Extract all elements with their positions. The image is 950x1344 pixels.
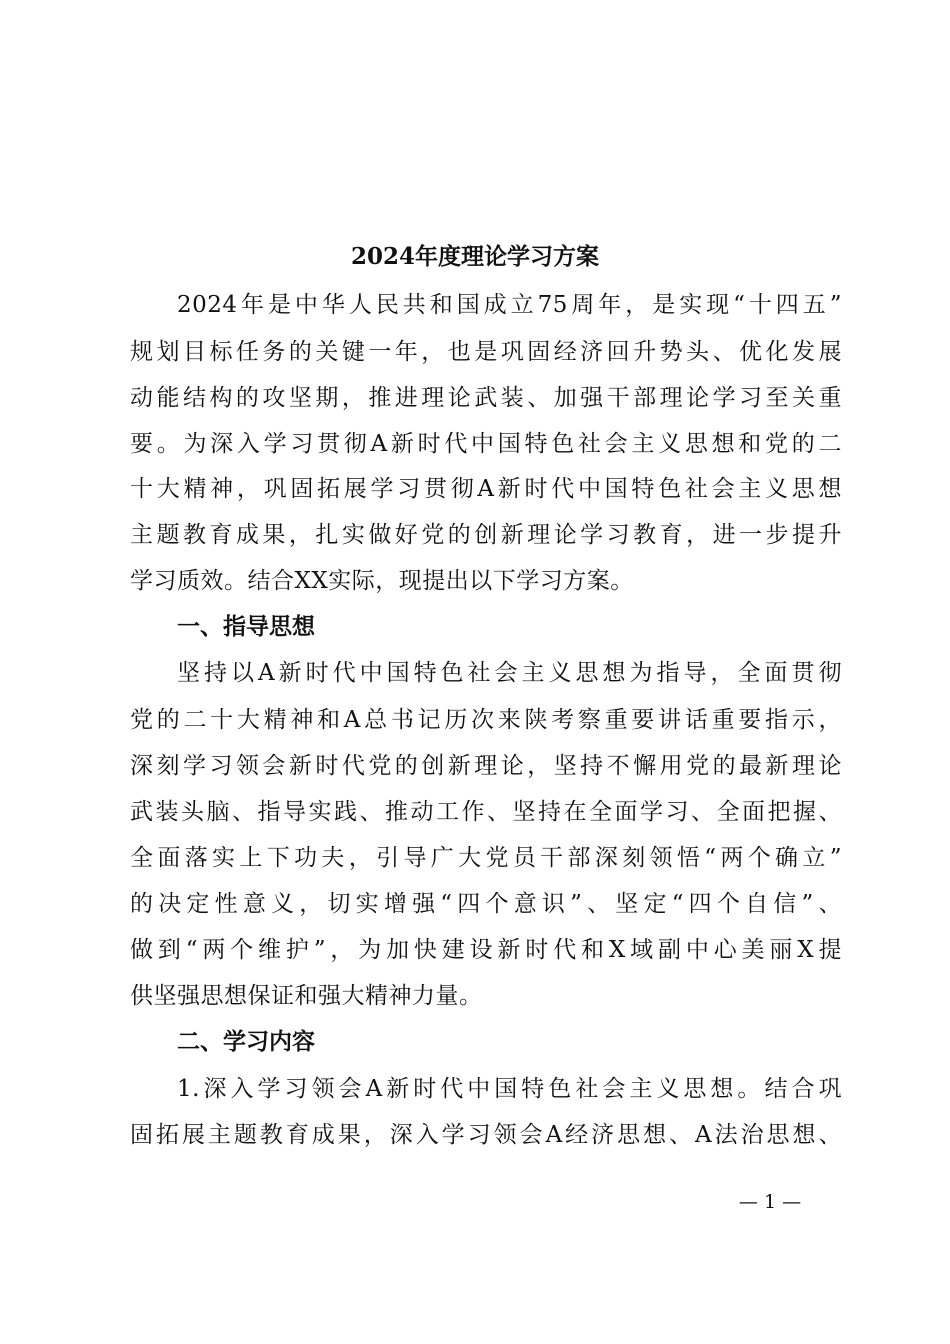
section-heading-study-content: 二、学习内容	[177, 1029, 315, 1055]
paragraph-line: 党的二十大精神和A总书记历次来陕考察重要讲话重要指示，	[130, 707, 842, 733]
document-title: 2024年度理论学习方案	[350, 243, 599, 270]
paragraph-line: 学习质效。结合XX实际，现提出以下学习方案。	[130, 568, 634, 594]
section-heading-guiding-thought: 一、指导思想	[177, 614, 315, 640]
paragraph-line: 供坚强思想保证和强大精神力量。	[130, 983, 483, 1009]
paragraph-line: 深刻学习领会新时代党的创新理论，坚持不懈用党的最新理论	[130, 753, 842, 779]
paragraph-line: 固拓展主题教育成果，深入学习领会A经济思想、A法治思想、	[130, 1122, 842, 1148]
paragraph-line: 的决定性意义，切实增强“四个意识”、坚定“四个自信”、	[130, 891, 842, 917]
paragraph-line: 动能结构的攻坚期，推进理论武装、加强干部理论学习至关重	[130, 385, 842, 411]
page-number: — 1 —	[738, 1191, 802, 1213]
paragraph-line: 1.深入学习领会A新时代中国特色社会主义思想。结合巩	[177, 1076, 842, 1102]
paragraph-line: 全面落实上下功夫，引导广大党员干部深刻领悟“两个确立”	[130, 845, 842, 871]
paragraph-line: 坚持以A新时代中国特色社会主义思想为指导，全面贯彻	[177, 660, 842, 686]
paragraph-line: 要。为深入学习贯彻A新时代中国特色社会主义思想和党的二	[130, 431, 842, 457]
paragraph-line: 做到“两个维护”，为加快建设新时代和X域副中心美丽X提	[130, 937, 842, 963]
paragraph-line: 十大精神，巩固拓展学习贯彻A新时代中国特色社会主义思想	[130, 476, 842, 502]
paragraph-line: 规划目标任务的关键一年，也是巩固经济回升势头、优化发展	[130, 339, 842, 365]
paragraph-line: 武装头脑、指导实践、推动工作、坚持在全面学习、全面把握、	[130, 799, 842, 825]
paragraph-line: 2024年是中华人民共和国成立75周年，是实现“十四五”	[177, 292, 842, 318]
paragraph-line: 主题教育成果，扎实做好党的创新理论学习教育，进一步提升	[130, 522, 842, 548]
